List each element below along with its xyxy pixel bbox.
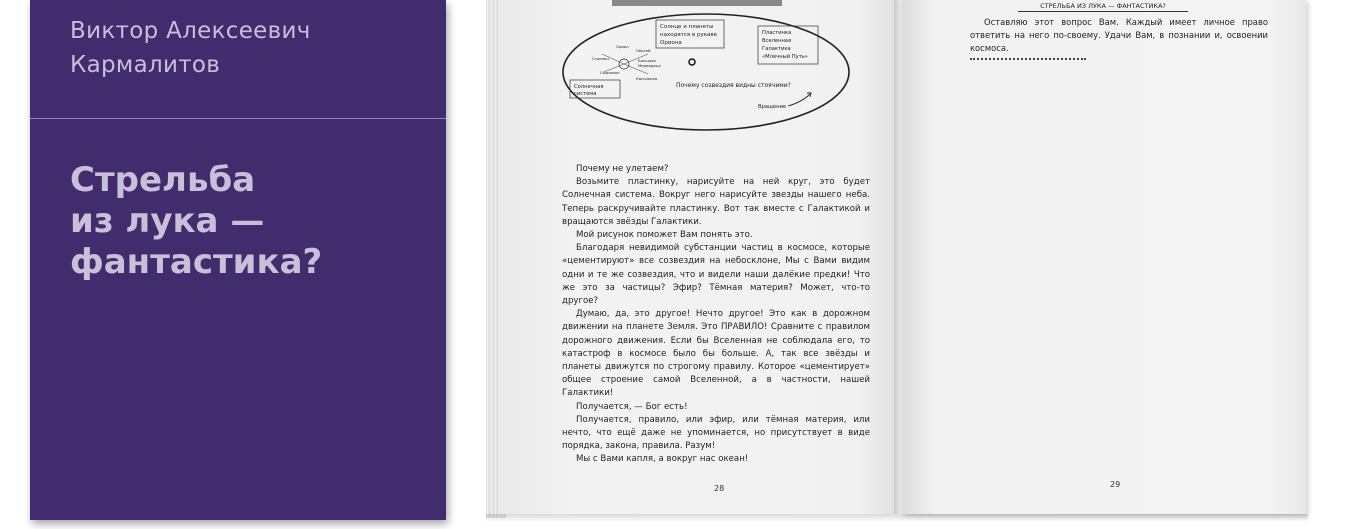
author-last-name: Кармалитов (70, 52, 221, 78)
left-page-number: 28 (714, 484, 725, 493)
box2-line4: «Млечный Путь» (762, 54, 808, 60)
paragraph: Мы с Вами капля, а вокруг нас океан! (576, 454, 749, 465)
galaxy-diagram (552, 0, 872, 140)
small-label-sagittarius: Стрелец (592, 56, 609, 61)
paragraph: Возьмите пластинку, нарисуйте на ней круг, это будет Солнечная система. Вокруг него нарисуйте звезды нашего неба. Теперь раскручивайте пластинку. Вот так вместе с Галактикой и вращаются звёзды Галактики. (562, 177, 870, 227)
right-page-number: 29 (1110, 480, 1121, 489)
box2-line2: Вселенная (762, 38, 792, 44)
small-label-perseus: Персей (636, 48, 651, 53)
paragraph: Думаю, да, это другое! Нечто другое! Это как в дорожном движении на планете Земля. Это ПРАВИЛО! Сравните с правилом дорожного движения. Если бы Вселенная не соблюдала его, то катастроф в космосе было бы больше. А, так все звёзды и планеты движутся по строгому правилу. Которое «цементирует» общее строение самой Вселенной, а в частности, нашей Галактики! (562, 309, 870, 399)
box3-line2: система (574, 91, 597, 97)
paragraph: Благодаря невидимой субстанции частиц в космосе, которые «цементируют» все созвездия на небосклоне, Мы с Вами видим одни и те же созвездия, что и видели наши далёкие предки! Что же это за частицы? Эфир? Тёмная материя? Может, что-то другое? (562, 243, 870, 307)
cover-title-line1: Стрельба (70, 160, 256, 200)
small-label-cassiopeia: Кассиопея (636, 76, 658, 81)
box1-line3: Ориона (660, 40, 682, 46)
box2-line1: Пластинка (762, 30, 792, 36)
small-label-bear: Медведица (638, 63, 661, 68)
diagram-question: Почему созвездия видны стоячими? (676, 82, 791, 89)
right-page (902, 0, 1306, 514)
right-page-text (970, 16, 1268, 55)
paragraph: Мой рисунок поможет Вам понять это. (576, 230, 753, 241)
box2-line3: Галактика (762, 46, 791, 52)
box1-line2: находятся в рукаве (660, 32, 718, 38)
question-heading: Почему не улетаем? (576, 164, 669, 174)
paragraph: Оставляю этот вопрос Вам. Каждый имеет личное право ответить на него по-своему. Удачи Вам, в познании и, освоении космоса. (970, 17, 1268, 53)
box3-line1: Солнечная (574, 84, 604, 90)
rotation-label: Вращение (758, 104, 787, 110)
left-page-text (562, 163, 870, 467)
book-shadow (486, 514, 1308, 522)
cover-title-line2: из лука — (70, 201, 265, 241)
paragraph: Получается, правило, или эфир, или тёмная материя, или нечто, что ещё даже не упоминается, но присутствует в виде порядка, закона, правила. Разум! (562, 414, 870, 452)
small-label-scorpion: Скорпион (600, 70, 620, 75)
cover-title (70, 160, 322, 283)
top-image-strip (612, 0, 782, 6)
cover-title-line3: фантастика? (70, 242, 323, 282)
cover-divider (30, 118, 446, 119)
cover-author (70, 14, 311, 82)
book-cover (30, 0, 446, 520)
small-label-big: Большая (638, 58, 656, 63)
rotation-arrow-icon (788, 94, 810, 106)
running-header: СТРЕЛЬБА ИЗ ЛУКА — ФАНТАСТИКА? (1018, 2, 1188, 12)
open-book (486, 0, 1308, 520)
author-first-name: Виктор Алексеевич (70, 18, 311, 44)
small-label-orion: Орион (616, 44, 629, 49)
paragraph: Получается, — Бог есть! (576, 401, 688, 412)
sun-icon (689, 59, 695, 65)
dotted-divider (970, 58, 1086, 60)
box1-line1: Солнце и планеты (660, 24, 714, 30)
